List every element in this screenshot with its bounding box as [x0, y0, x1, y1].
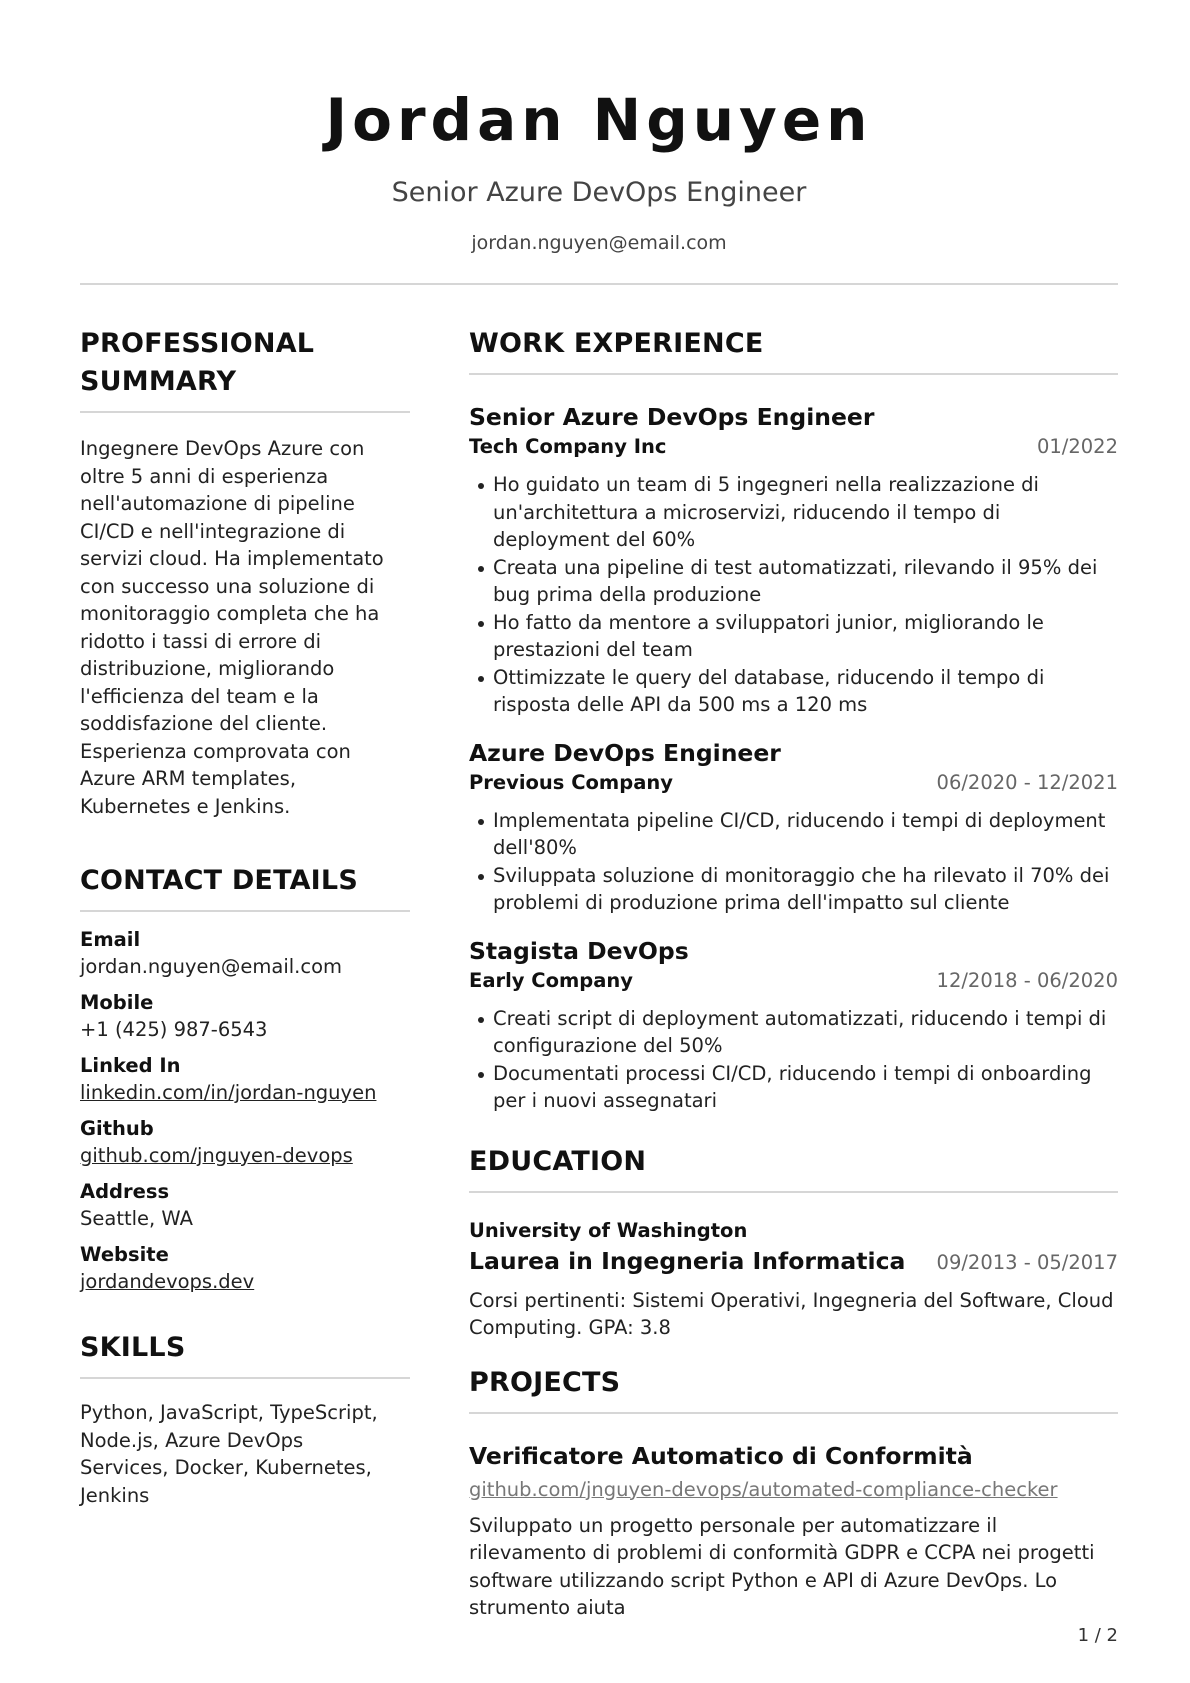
bullet-item: Creata una pipeline di test automatizzati, rilevando il 95% dei bug prima della produzione — [469, 554, 1118, 609]
resume-header — [80, 80, 1118, 256]
projects-section — [469, 1364, 1118, 1622]
summary-heading: PROFESSIONAL SUMMARY — [80, 328, 315, 397]
section-divider — [469, 1412, 1118, 1414]
skills-section — [80, 1329, 410, 1509]
job-dates: 06/2020 - 12/2021 — [936, 770, 1118, 794]
section-divider — [469, 373, 1118, 375]
job-entry — [469, 935, 1118, 1115]
company-name: Early Company — [469, 968, 634, 992]
job-title: Senior Azure DevOps Engineer — [469, 403, 875, 431]
education-section — [469, 1143, 1118, 1342]
job-title: Stagista DevOps — [469, 936, 689, 965]
contact-label: Website — [80, 1243, 169, 1266]
contact-item-linkedin — [80, 1052, 410, 1106]
contact-section — [80, 862, 410, 1295]
section-divider — [80, 910, 410, 912]
experience-section — [469, 325, 1118, 1115]
contact-label: Mobile — [80, 991, 154, 1014]
header-email[interactable]: jordan.nguyen@email.com — [471, 232, 727, 254]
candidate-name: Jordan Nguyen — [325, 86, 873, 154]
contact-item-mobile — [80, 989, 410, 1043]
project-link[interactable]: github.com/jnguyen-devops/automated-compliance-checker — [469, 1477, 1058, 1501]
job-meta — [469, 967, 1118, 995]
bullet-item: Sviluppata soluzione di monitoraggio che ha rilevato il 70% dei problemi di produzione prima dell'impatto sul cliente — [469, 862, 1118, 917]
contact-email-value[interactable]: jordan.nguyen@email.com — [80, 955, 343, 978]
job-dates: 01/2022 — [1036, 435, 1118, 458]
contact-address-value: Seattle, WA — [80, 1207, 193, 1230]
job-entry — [469, 737, 1118, 917]
experience-heading: WORK EXPERIENCE — [469, 328, 764, 359]
contact-label: Email — [80, 928, 141, 951]
section-divider — [80, 1377, 410, 1379]
job-dates: 12/2018 - 06/2020 — [936, 968, 1118, 992]
project-title: Verificatore Automatico di Conformità — [469, 1441, 973, 1470]
company-name: Previous Company — [469, 770, 673, 794]
contact-item-website — [80, 1241, 410, 1295]
degree-title: Laurea in Ingegneria Informatica — [469, 1246, 906, 1275]
education-description: Corsi pertinenti: Sistemi Operativi, Ingegneria del Software, Cloud Computing. GPA: 3.8 — [469, 1288, 1114, 1339]
bullet-item: Documentati processi CI/CD, riducendo i tempi di onboarding per i nuovi assegnatari — [469, 1060, 1118, 1115]
header-divider — [80, 283, 1118, 285]
degree-row — [469, 1245, 1118, 1277]
contact-list — [80, 926, 410, 1295]
page-number: 1 / 2 — [1077, 1625, 1118, 1646]
linkedin-link[interactable]: linkedin.com/in/jordan-nguyen — [80, 1081, 377, 1104]
section-divider — [80, 411, 410, 413]
section-divider — [469, 1191, 1118, 1193]
contact-label: Address — [80, 1180, 170, 1203]
job-bullets — [469, 471, 1118, 719]
github-link[interactable]: github.com/jnguyen-devops — [80, 1144, 353, 1167]
bullet-item: Ho guidato un team di 5 ingegneri nella realizzazione di un'architettura a microservizi, riducendo il tempo di deployment del 60% — [469, 471, 1118, 554]
summary-text: Ingegnere DevOps Azure con oltre 5 anni di esperienza nell'automazione di pipeline CI/CD e nell'integrazione di servizi cloud. Ha implementato con successo una soluzione di monitoraggio completa che ha ridotto i tassi di errore di distribuzione, migliorando l'efficienza del team e la soddisfazione del cliente. Esperienza comprovata con Azure ARM templates, Kubernetes e Jenkins. — [80, 437, 384, 818]
contact-item-github — [80, 1115, 410, 1169]
left-column — [80, 325, 410, 1509]
education-heading: EDUCATION — [469, 1145, 647, 1177]
company-name: Tech Company Inc — [469, 435, 667, 458]
job-bullets — [469, 1005, 1118, 1115]
contact-item-email — [80, 926, 410, 980]
contact-label: Github — [80, 1117, 154, 1140]
bullet-item: Implementata pipeline CI/CD, riducendo i tempi di deployment dell'80% — [469, 807, 1118, 862]
job-title: Azure DevOps Engineer — [469, 738, 781, 767]
contact-label: Linked In — [80, 1054, 181, 1077]
contact-item-address — [80, 1178, 410, 1232]
bullet-item: Ho fatto da mentore a sviluppatori junior, migliorando le prestazioni del team — [469, 609, 1118, 664]
bullet-item: Ottimizzate le query del database, riducendo il tempo di risposta delle API da 500 ms a 120 ms — [469, 664, 1118, 719]
candidate-title: Senior Azure DevOps Engineer — [391, 177, 807, 208]
skills-heading: SKILLS — [80, 1332, 186, 1363]
projects-heading: PROJECTS — [469, 1366, 621, 1398]
contact-mobile-value: +1 (425) 987-6543 — [80, 1018, 268, 1041]
education-dates: 09/2013 - 05/2017 — [936, 1250, 1118, 1274]
job-meta — [469, 769, 1118, 797]
bullet-item: Creati script di deployment automatizzati, riducendo i tempi di configurazione del 50% — [469, 1005, 1118, 1060]
website-link[interactable]: jordandevops.dev — [80, 1270, 255, 1293]
summary-section — [80, 325, 410, 820]
contact-heading: CONTACT DETAILS — [80, 865, 358, 896]
right-column — [469, 325, 1118, 1622]
job-entry — [469, 401, 1118, 719]
project-description: Sviluppato un progetto personale per automatizzare il rilevamento di problemi di conformità GDPR e CCPA nei progetti software utilizzando script Python e API di Azure DevOps. Lo strumento aiuta — [469, 1513, 1095, 1619]
job-bullets — [469, 807, 1118, 917]
skills-text: Python, JavaScript, TypeScript, Node.js, Azure DevOps Services, Docker, Kubernetes, Jenkins — [80, 1401, 378, 1507]
job-meta — [469, 433, 1118, 461]
school-name: University of Washington — [469, 1218, 748, 1242]
